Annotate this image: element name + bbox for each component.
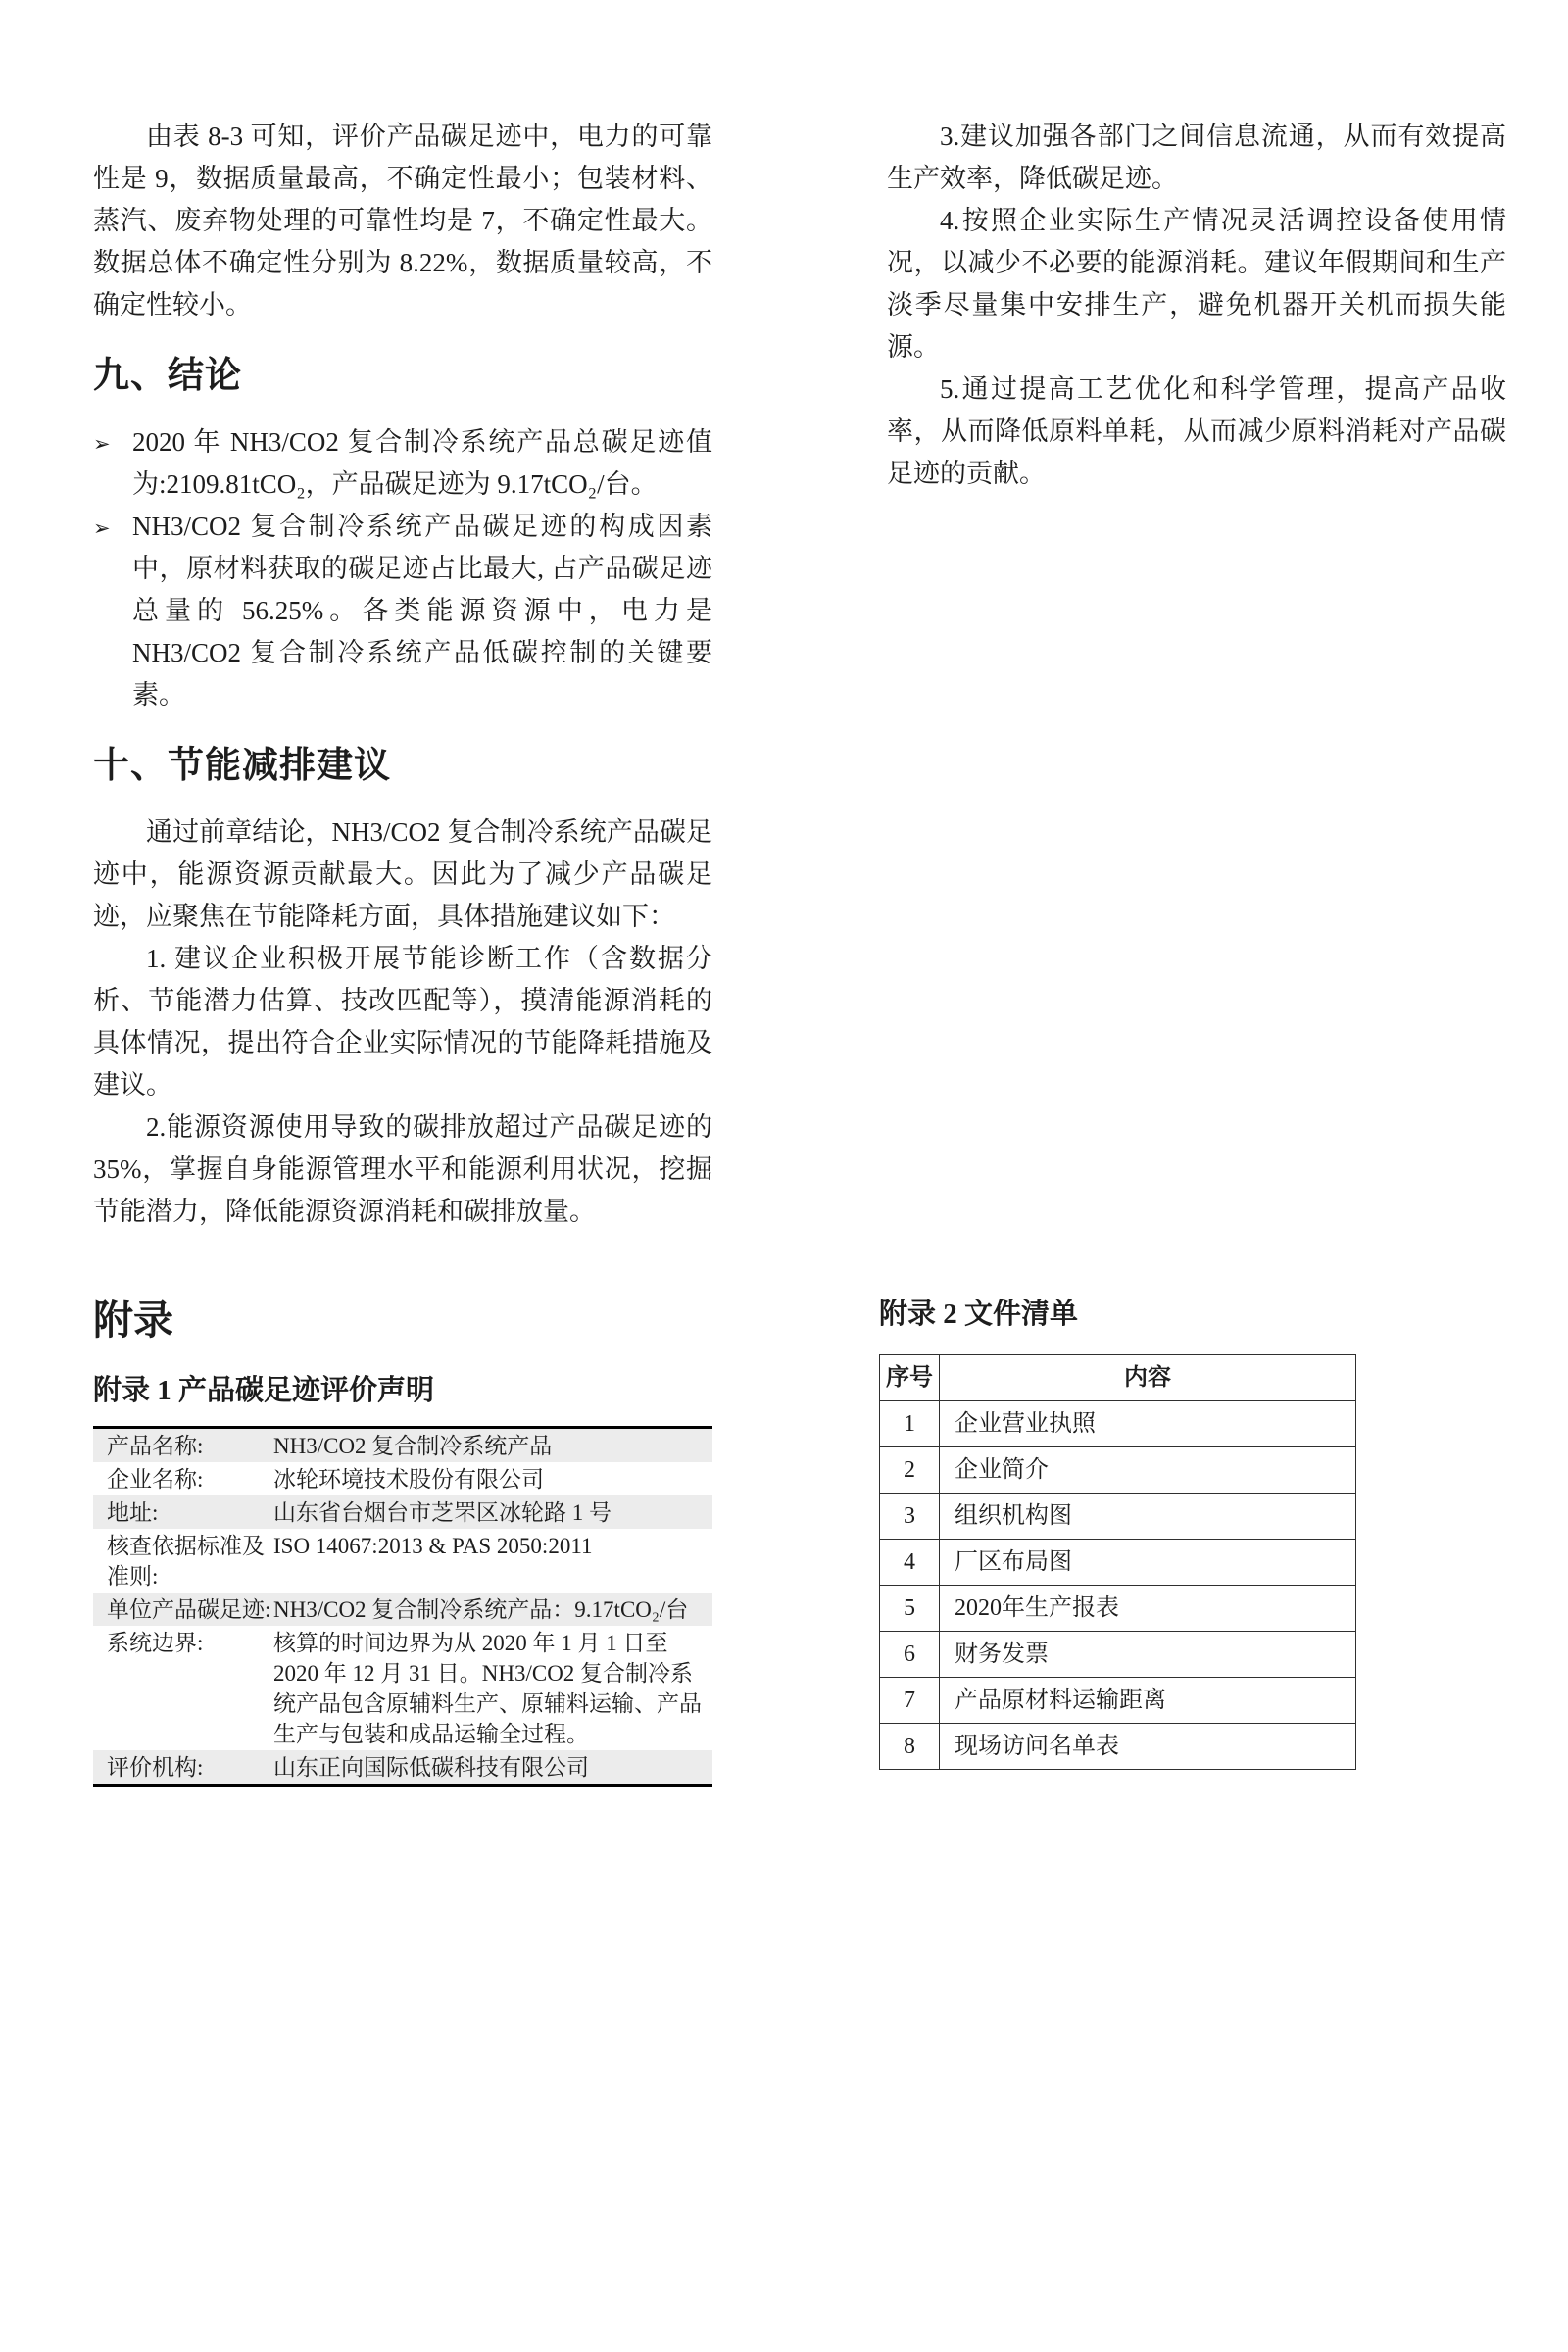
conclusion-bullet-list [93,421,712,716]
declaration-value: 核算的时间边界为从 2020 年 1 月 1 日至 2020 年 12 月 31 日。NH3/CO2 复合制冷系统产品包含原辅料生产、原辅料运输、产品生产与包装和成品运输全过程。 [273,1631,702,1746]
conclusion-bullet [93,421,712,506]
declaration-value: NH3/CO2 复合制冷系统产品 [273,1434,553,1458]
declaration-label: 单位产品碳足迹: [107,1597,271,1622]
file-content-cell: 企业营业执照 [940,1401,1356,1447]
file-content-cell: 财务发票 [940,1632,1356,1678]
file-table-row [880,1540,1356,1586]
appendix2-file-list-table [879,1354,1356,1770]
file-index-cell: 2 [880,1447,940,1494]
file-index-cell: 6 [880,1632,940,1678]
file-table-row [880,1586,1356,1632]
suggestion-paragraph: 通过前章结论，NH3/CO2 复合制冷系统产品碳足迹中，能源资源贡献最大。因此为了减少产品碳足迹，应聚焦在节能降耗方面，具体措施建议如下： [93,817,712,931]
appendix1-declaration-table [93,1426,712,1787]
section-9-conclusion-heading: 九、结论 [93,355,242,395]
arrow-bullet-icon: ➢ [93,516,111,540]
appendix-1-heading: 附录 1 产品碳足迹评价声明 [93,1375,435,1406]
file-table-row [880,1494,1356,1540]
declaration-label: 产品名称: [107,1434,204,1458]
declaration-label: 地址: [107,1500,159,1525]
suggestions-paragraph-group [93,811,712,1233]
declaration-value: ISO 14067:2013 & PAS 2050:2011 [273,1534,593,1558]
conclusion-bullet [93,506,712,716]
declaration-value: 山东正向国际低碳科技有限公司 [273,1755,589,1780]
file-content-cell: 厂区布局图 [940,1540,1356,1586]
file-table-row [880,1632,1356,1678]
declaration-value: 山东省台烟台市芝罘区冰轮路 1 号 [273,1500,612,1525]
file-content-cell: 组织机构图 [940,1494,1356,1540]
declaration-row [93,1626,712,1750]
suggestions-paragraph-group-continued [887,116,1506,495]
conclusion-bullet-text: 2020 年 NH3/CO2 复合制冷系统产品总碳足迹值为:2109.81tCO₂，产品碳足迹为 9.17tCO₂/台。 [132,427,712,499]
file-index-cell: 4 [880,1540,940,1586]
file-content-cell: 企业简介 [940,1447,1356,1494]
suggestion-paragraph: 1. 建议企业积极开展节能诊断工作（含数据分析、节能潜力估算、技改匹配等），摸清能源消耗的具体情况，提出符合企业实际情况的节能降耗措施及建议。 [93,944,712,1100]
declaration-value: NH3/CO2 复合制冷系统产品：9.17tCO₂/台 [273,1597,689,1622]
file-index-cell: 5 [880,1586,940,1632]
file-table-header-row [880,1355,1356,1401]
suggestion-paragraph: 2.能源资源使用导致的碳排放超过产品碳足迹的 35%，掌握自身能源管理水平和能源利用状况，挖掘节能潜力，降低能源资源消耗和碳排放量。 [93,1112,712,1226]
file-content-cell: 2020年生产报表 [940,1586,1356,1632]
declaration-row [93,1750,712,1786]
file-content-cell: 现场访问名单表 [940,1724,1356,1770]
file-table-row [880,1447,1356,1494]
file-table-header-content: 内容 [940,1355,1356,1401]
appendix-2-heading: 附录 2 文件清单 [879,1298,1079,1330]
appendix-heading: 附录 [93,1298,173,1343]
appendix-2-block [879,1296,1356,1770]
arrow-bullet-icon: ➢ [93,432,111,456]
appendix-1-block [93,1296,712,1787]
file-table-row [880,1678,1356,1724]
file-index-cell: 3 [880,1494,940,1540]
conclusion-bullet-text: NH3/CO2 复合制冷系统产品碳足迹的构成因素中，原材料获取的碳足迹占比最大, 占产品碳足迹总量的 56.25%。各类能源资源中，电力是 NH3/CO2 复合制冷系统产品低碳控制的关键要素。 [132,512,712,710]
section-10-suggestions-heading: 十、节能减排建议 [93,745,391,785]
file-index-cell: 8 [880,1724,940,1770]
suggestion-paragraph: 3.建议加强各部门之间信息流通，从而有效提高生产效率，降低碳足迹。 [887,122,1506,193]
suggestion-paragraph: 4.按照企业实际生产情况灵活调控设备使用情况，以减少不必要的能源消耗。建议年假期间和生产淡季尽量集中安排生产，避免机器开关机而损失能源。 [887,206,1506,362]
file-table-row [880,1724,1356,1770]
declaration-row [93,1592,712,1626]
declaration-row [93,1495,712,1529]
declaration-row [93,1529,712,1592]
declaration-label: 企业名称: [107,1467,204,1492]
declaration-value: 冰轮环境技术股份有限公司 [273,1467,544,1492]
right-text-column [887,116,1506,495]
file-index-cell: 7 [880,1678,940,1724]
declaration-label: 核查依据标准及准则: [107,1534,265,1589]
file-index-cell: 1 [880,1401,940,1447]
uncertainty-paragraph: 由表 8-3 可知，评价产品碳足迹中，电力的可靠性是 9，数据质量最高，不确定性最小；包装材料、蒸汽、废弃物处理的可靠性均是 7，不确定性最大。数据总体不确定性分别为 8.22%，数据质量较高，不确定性较小。 [93,122,712,319]
left-text-column [93,116,712,1233]
file-table-header-index: 序号 [880,1355,940,1401]
declaration-row [93,1462,712,1495]
declaration-row [93,1428,712,1463]
declaration-label: 系统边界: [107,1631,204,1655]
declaration-label: 评价机构: [107,1755,204,1780]
file-content-cell: 产品原材料运输距离 [940,1678,1356,1724]
file-table-row [880,1401,1356,1447]
suggestion-paragraph: 5.通过提高工艺优化和科学管理，提高产品收率，从而降低原料单耗，从而减少原料消耗对产品碳足迹的贡献。 [887,374,1506,488]
